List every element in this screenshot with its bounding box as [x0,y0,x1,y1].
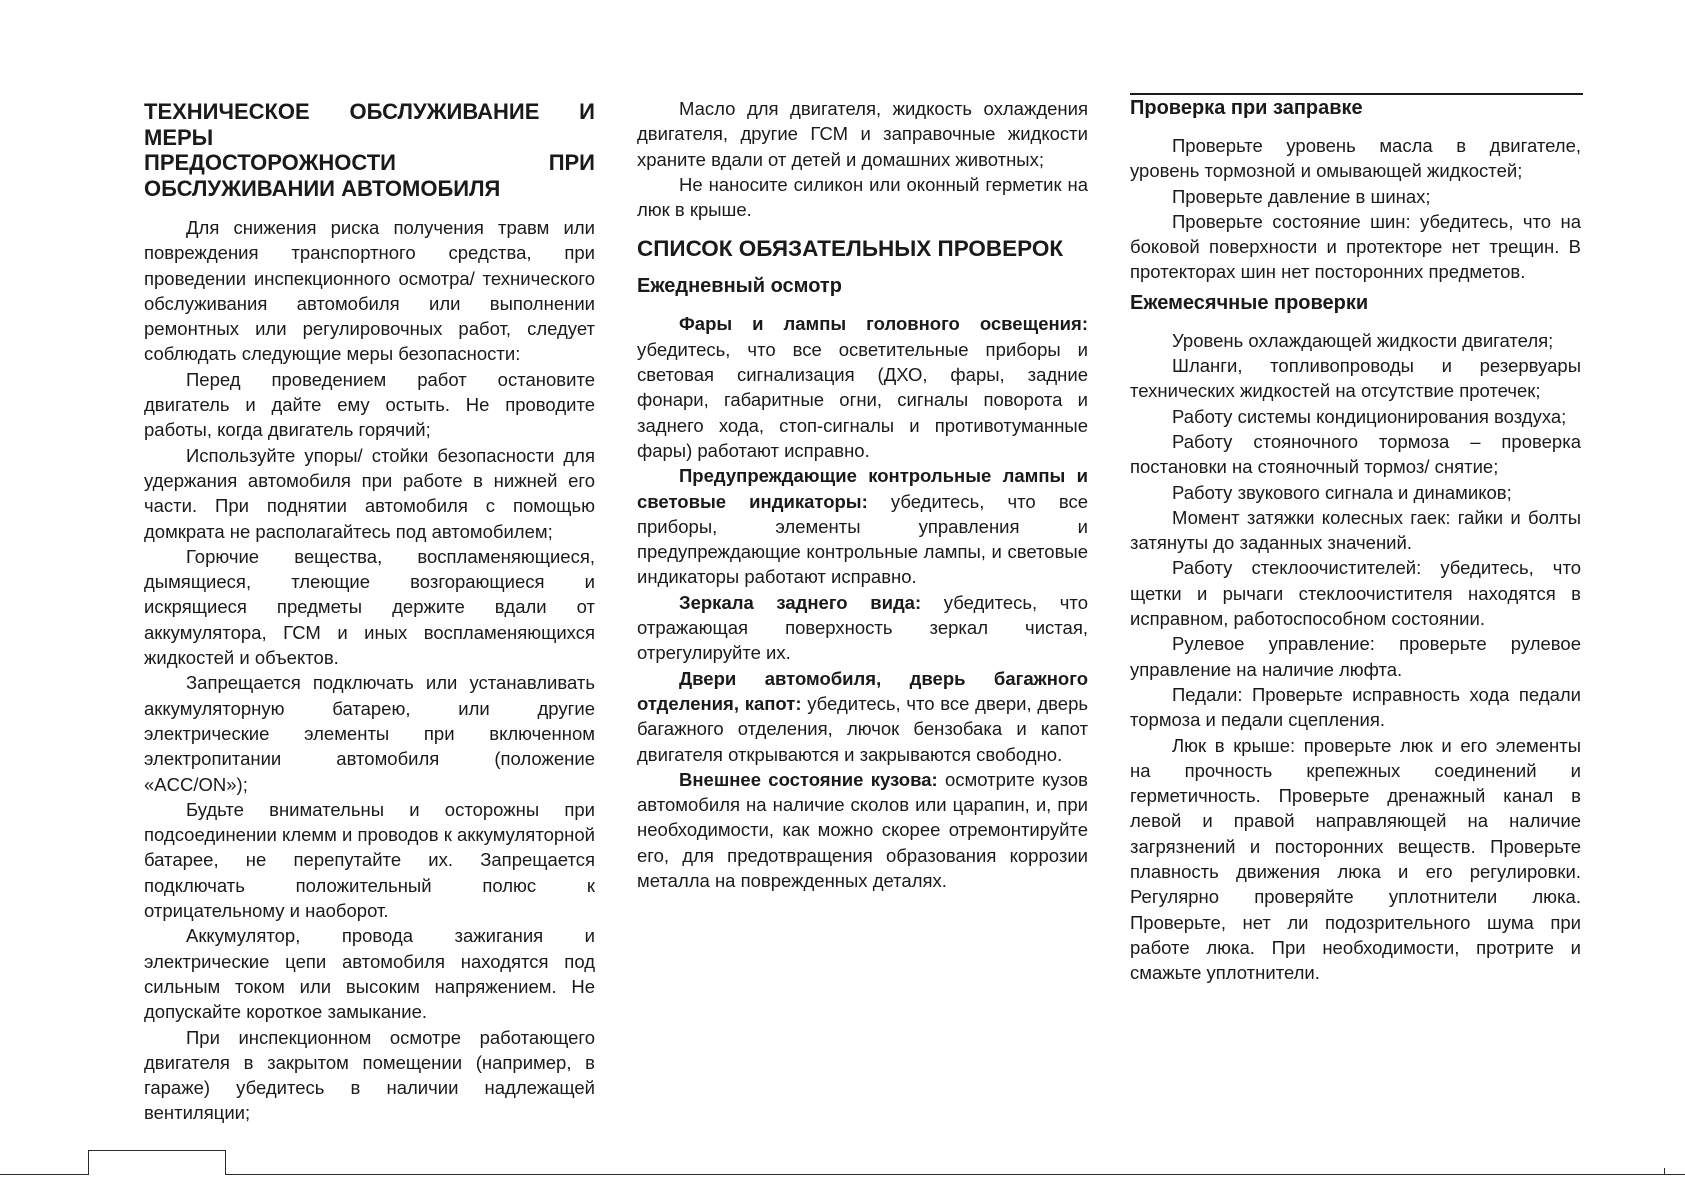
check-item [637,590,1088,666]
check-item-label: Зеркала заднего вида: [679,591,922,613]
section-title-maintenance [144,99,595,201]
check-item-text: убедитесь, что все приборы, элементы управления и предупреждающие контрольные лампы, и световые индикаторы работают исправно. [637,490,1088,588]
title-line-1: ТЕХНИЧЕСКОЕ ОБСЛУЖИВАНИЕ И МЕРЫ [144,99,595,150]
check-item-label: Фары и лампы головного освещения: [679,313,1088,335]
paragraph: Работу стояночного тормоза – проверка постановки на стояночный тормоз/ снятие; [1130,430,1581,478]
page-number-tab [88,1150,226,1175]
paragraph: Проверьте уровень масла в двигателе, уровень тормозной и омывающей жидкостей; [1130,135,1581,182]
top-rule [1130,93,1583,95]
footer-rule [0,1174,1685,1175]
check-item-label: Внешнее состояние кузова: [679,768,938,790]
paragraph: Работу системы кондиционирования воздуха; [1172,405,1567,427]
check-item-text: убедитесь, что все двери, дверь багажного отделения, лючок бензобака и капот двигателя открываются и закрываются свободно. [637,692,1089,765]
paragraph: Шланги, топливопроводы и резервуары технических жидкостей на отсутствие протечек; [1130,355,1581,402]
column-1 [144,96,595,1126]
paragraph: Уровень охлаждающей жидкости двигателя; [1172,329,1554,351]
paragraph: Люк в крыше: проверьте люк и его элементы на прочность крепежных соединений и герметичность. Проверьте дренажный канал в левой и правой направляющей на наличие загрязнений и посторонних веществ. Проверьте плавность движения люка и его регулировки. Регулярно проверяйте уплотнители люка. Проверьте, нет ли подозрительного шума при работе люка. При необходимости, протрите и смажьте уплотнители. [1130,734,1581,984]
footer-corner-mark [1664,1168,1685,1174]
paragraph: Аккумулятор, провода зажигания и электрические цепи автомобиля находятся под сильным током или высоким напряжением. Не допускайте короткое замыкание. [144,925,595,1023]
paragraph: Масло для двигателя, жидкость охлаждения двигателя, другие ГСМ и заправочные жидкости храните вдали от детей и домашних животных; [637,98,1088,170]
check-item-text: осмотрите кузов автомобиля на наличие сколов или царапин, и, при необходимости, как можно скорее отремонтируйте его, для предотвращения образования коррозии металла на поврежденных деталях. [637,768,1088,892]
paragraph: Используйте упоры/ стойки безопасности для удержания автомобиля при работе в нижней его части. При поднятии автомобиля с помощью домкрата не располагайтесь под автомобилем; [144,444,595,542]
check-item [637,311,1088,463]
paragraph: Будьте внимательны и осторожны при подсоединении клемм и проводов к аккумуляторной батарее, не перепутайте их. Запрещается подключать положительный полюс к отрицательному и наоборот. [144,798,595,922]
paragraph: Запрещается подключать или устанавливать аккумуляторную батарею, или другие электрические элементы при включенном электропитании автомобиля (положение «ACC/ON»); [144,672,595,795]
check-item-label: Предупреждающие контрольные лампы и световые индикаторы: [637,465,1088,512]
column-2 [637,96,1088,893]
check-item-text: убедитесь, что отражающая поверхность зеркал чистая, отрегулируйте их. [637,591,1088,664]
subsection-title-monthly: Ежемесячные проверки [1130,291,1369,314]
check-item-text: убедитесь, что все осветительные приборы и световая сигнализация (ДХО, фары, задние фонари, габаритные огни, сигналы поворота и заднего хода, стоп-сигналы и противотуманные фары) работают исправно. [637,338,1088,461]
check-item [637,767,1088,893]
check-item-label: Двери автомобиля, дверь багажного отделения, капот: [637,667,1088,714]
paragraph: При инспекционном осмотре работающего двигателя в закрытом помещении (например, в гараже) убедитесь в наличии надлежащей вентиляции; [144,1026,595,1124]
paragraph: Перед проведением работ остановите двигатель и дайте ему остыть. Не проводите работы, когда двигатель горячий; [144,368,595,441]
paragraph: Момент затяжки колесных гаек: гайки и болты затянуты до заданных значений. [1130,506,1581,554]
paragraph: Проверьте давление в шинах; [1172,185,1431,207]
paragraph: Проверьте состояние шин: убедитесь, что на боковой поверхности и протекторе нет трещин. В протекторах шин нет посторонних предметов. [1130,210,1581,283]
paragraph: Для снижения риска получения травм или повреждения транспортного средства, при проведении инспекционного осмотра/ технического обслуживания автомобиля или выполнении ремонтных или регулировочных работ, следует соблюдать следующие меры безопасности: [144,217,595,365]
check-item [637,463,1088,589]
paragraph: Педали: Проверьте исправность хода педали тормоза и педали сцепления. [1130,683,1581,731]
subsection-title-daily: Ежедневный осмотр [637,275,842,298]
check-item [637,666,1088,767]
paragraph: Рулевое управление: проверьте рулевое управление на наличие люфта. [1130,633,1581,680]
paragraph: Не наносите силикон или оконный герметик на люк в крыше. [637,173,1088,221]
title-line-3: ОБСЛУЖИВАНИИ АВТОМОБИЛЯ [144,175,501,201]
subsection-title-refuel: Проверка при заправке [1130,97,1363,119]
paragraph: Работу звукового сигнала и динамиков; [1172,481,1512,503]
paragraph: Работу стеклоочистителей: убедитесь, что щетки и рычаги стеклоочистителя находятся в исправном, работоспособном состоянии. [1130,557,1581,630]
section-title-checks: СПИСОК ОБЯЗАТЕЛЬНЫХ ПРОВЕРОК [637,236,1064,262]
column-3 [1130,96,1581,986]
paragraph: Горючие вещества, воспламеняющиеся, дымящиеся, тлеющие возгорающиеся и искрящиеся предметы держите вдали от аккумулятора, ГСМ и иных воспламеняющихся жидкостей и объектов. [144,545,595,669]
title-line-2: ПРЕДОСТОРОЖНОСТИ ПРИ [144,150,595,175]
